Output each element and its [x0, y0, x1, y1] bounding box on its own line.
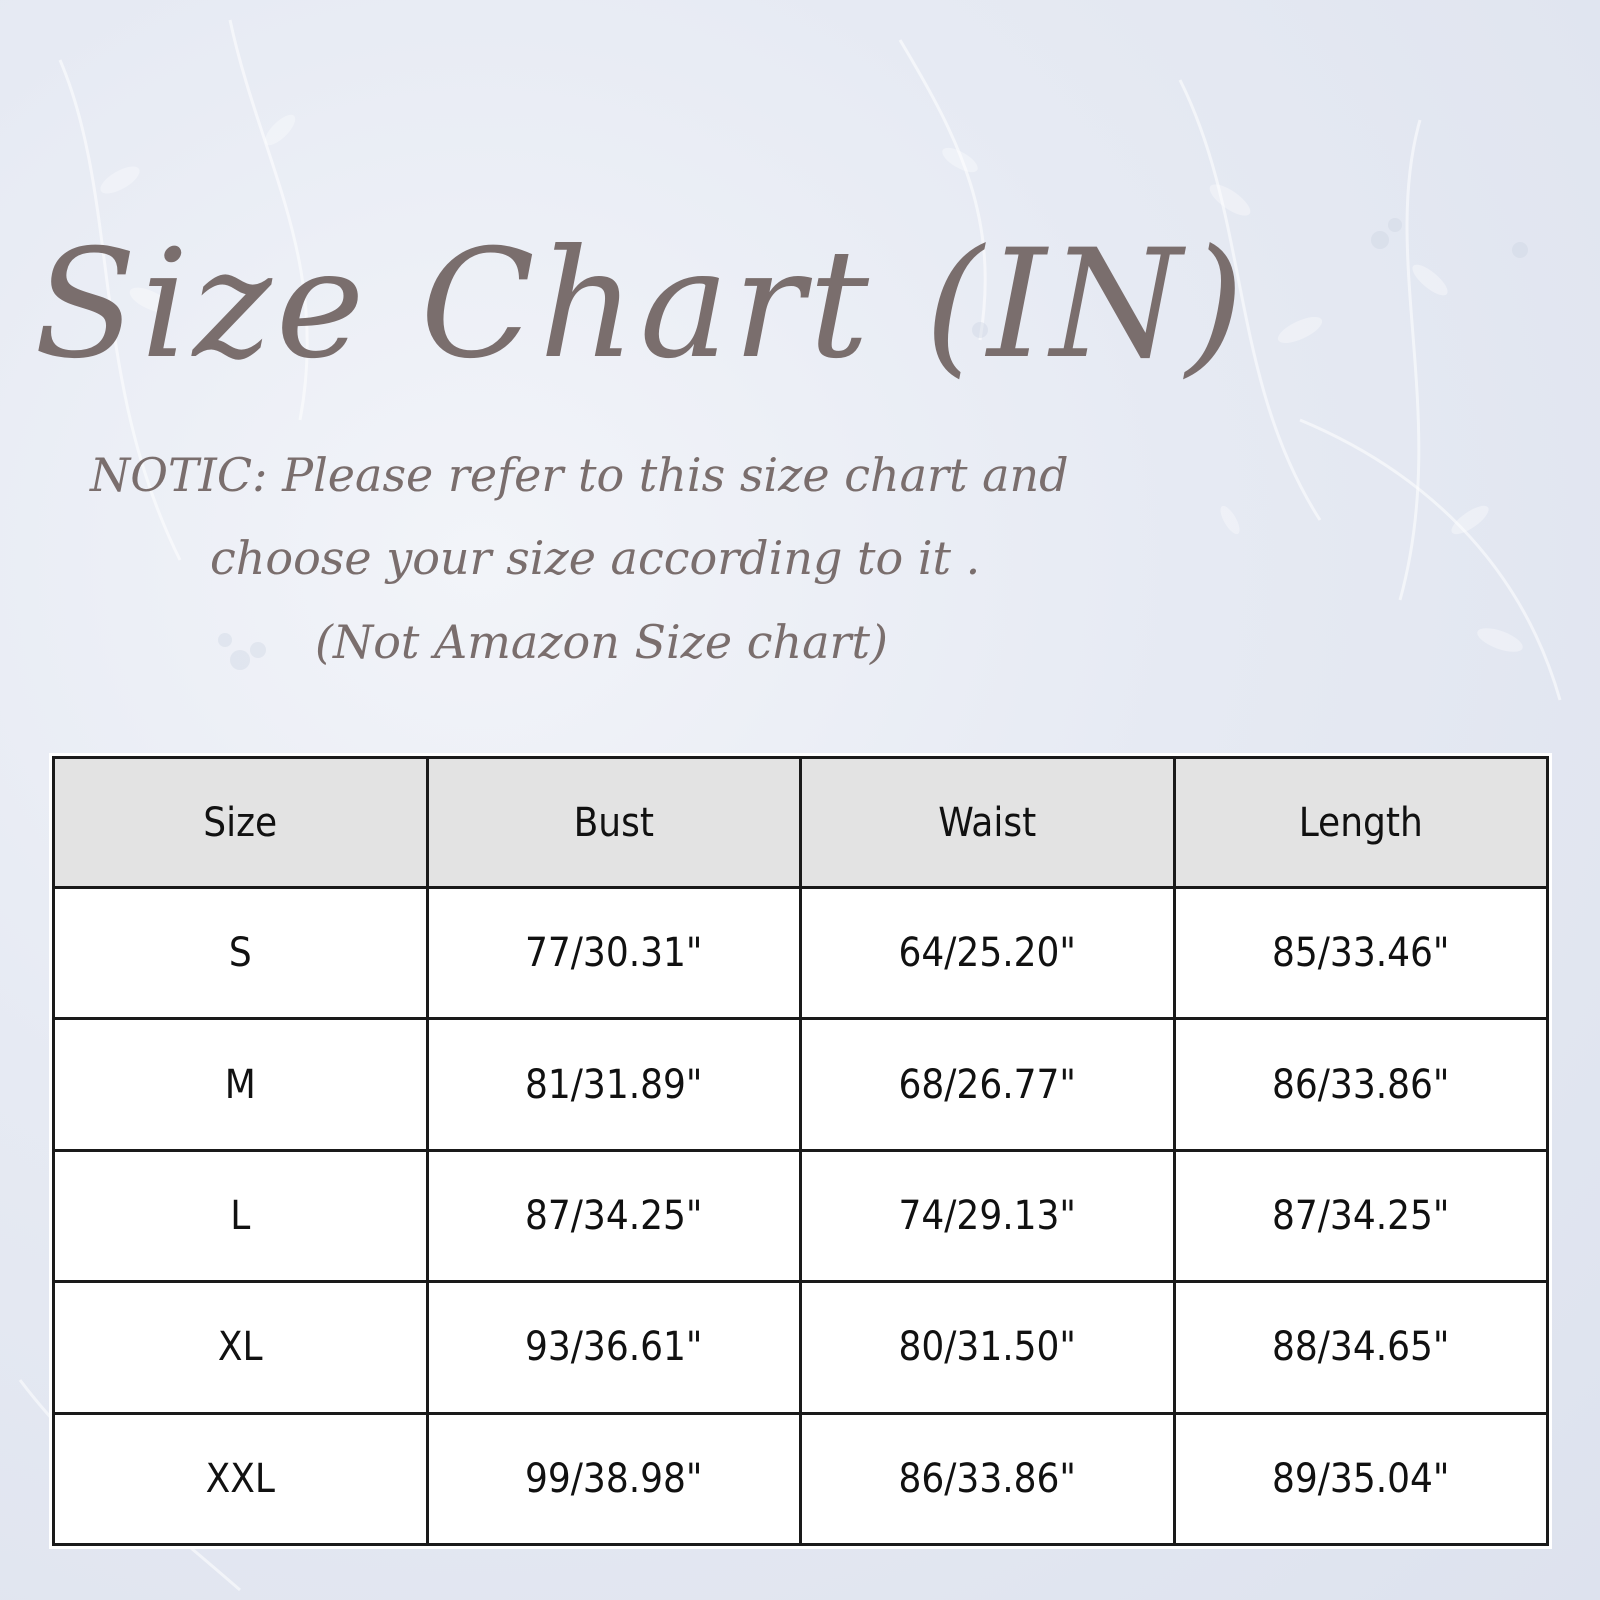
cell-length: 85/33.46" [1174, 888, 1548, 1019]
cell-waist: 86/33.86" [801, 1413, 1175, 1544]
cell-waist: 74/29.13" [801, 1150, 1175, 1281]
cell-length: 88/34.65" [1174, 1282, 1548, 1413]
cell-length: 87/34.25" [1174, 1150, 1548, 1281]
table-row [54, 1150, 1548, 1281]
cell-bust: 77/30.31" [427, 888, 801, 1019]
table-row [54, 1413, 1548, 1544]
header-length: Length [1174, 758, 1548, 888]
cell-bust: 87/34.25" [427, 1150, 801, 1281]
notice-line-1: NOTIC: Please refer to this size chart and [90, 448, 1069, 502]
cell-size: XXL [54, 1413, 428, 1544]
table-row [54, 1282, 1548, 1413]
notice-line-3: (Not Amazon Size chart) [315, 615, 888, 669]
cell-waist: 80/31.50" [801, 1282, 1175, 1413]
cell-size: XL [54, 1282, 428, 1413]
cell-size: L [54, 1150, 428, 1281]
cell-bust: 99/38.98" [427, 1413, 801, 1544]
header-waist: Waist [801, 758, 1175, 888]
cell-bust: 93/36.61" [427, 1282, 801, 1413]
cell-waist: 64/25.20" [801, 888, 1175, 1019]
cell-length: 86/33.86" [1174, 1019, 1548, 1150]
header-bust: Bust [427, 758, 801, 888]
size-table [52, 756, 1549, 1546]
cell-waist: 68/26.77" [801, 1019, 1175, 1150]
header-size: Size [54, 758, 428, 888]
size-table-container [52, 756, 1549, 1546]
cell-bust: 81/31.89" [427, 1019, 801, 1150]
cell-size: M [54, 1019, 428, 1150]
page-title: Size Chart (IN) [34, 218, 1249, 392]
cell-size: S [54, 888, 428, 1019]
cell-length: 89/35.04" [1174, 1413, 1548, 1544]
table-header-row [54, 758, 1548, 888]
notice-line-2: choose your size according to it . [210, 531, 981, 585]
table-row [54, 1019, 1548, 1150]
table-row [54, 888, 1548, 1019]
